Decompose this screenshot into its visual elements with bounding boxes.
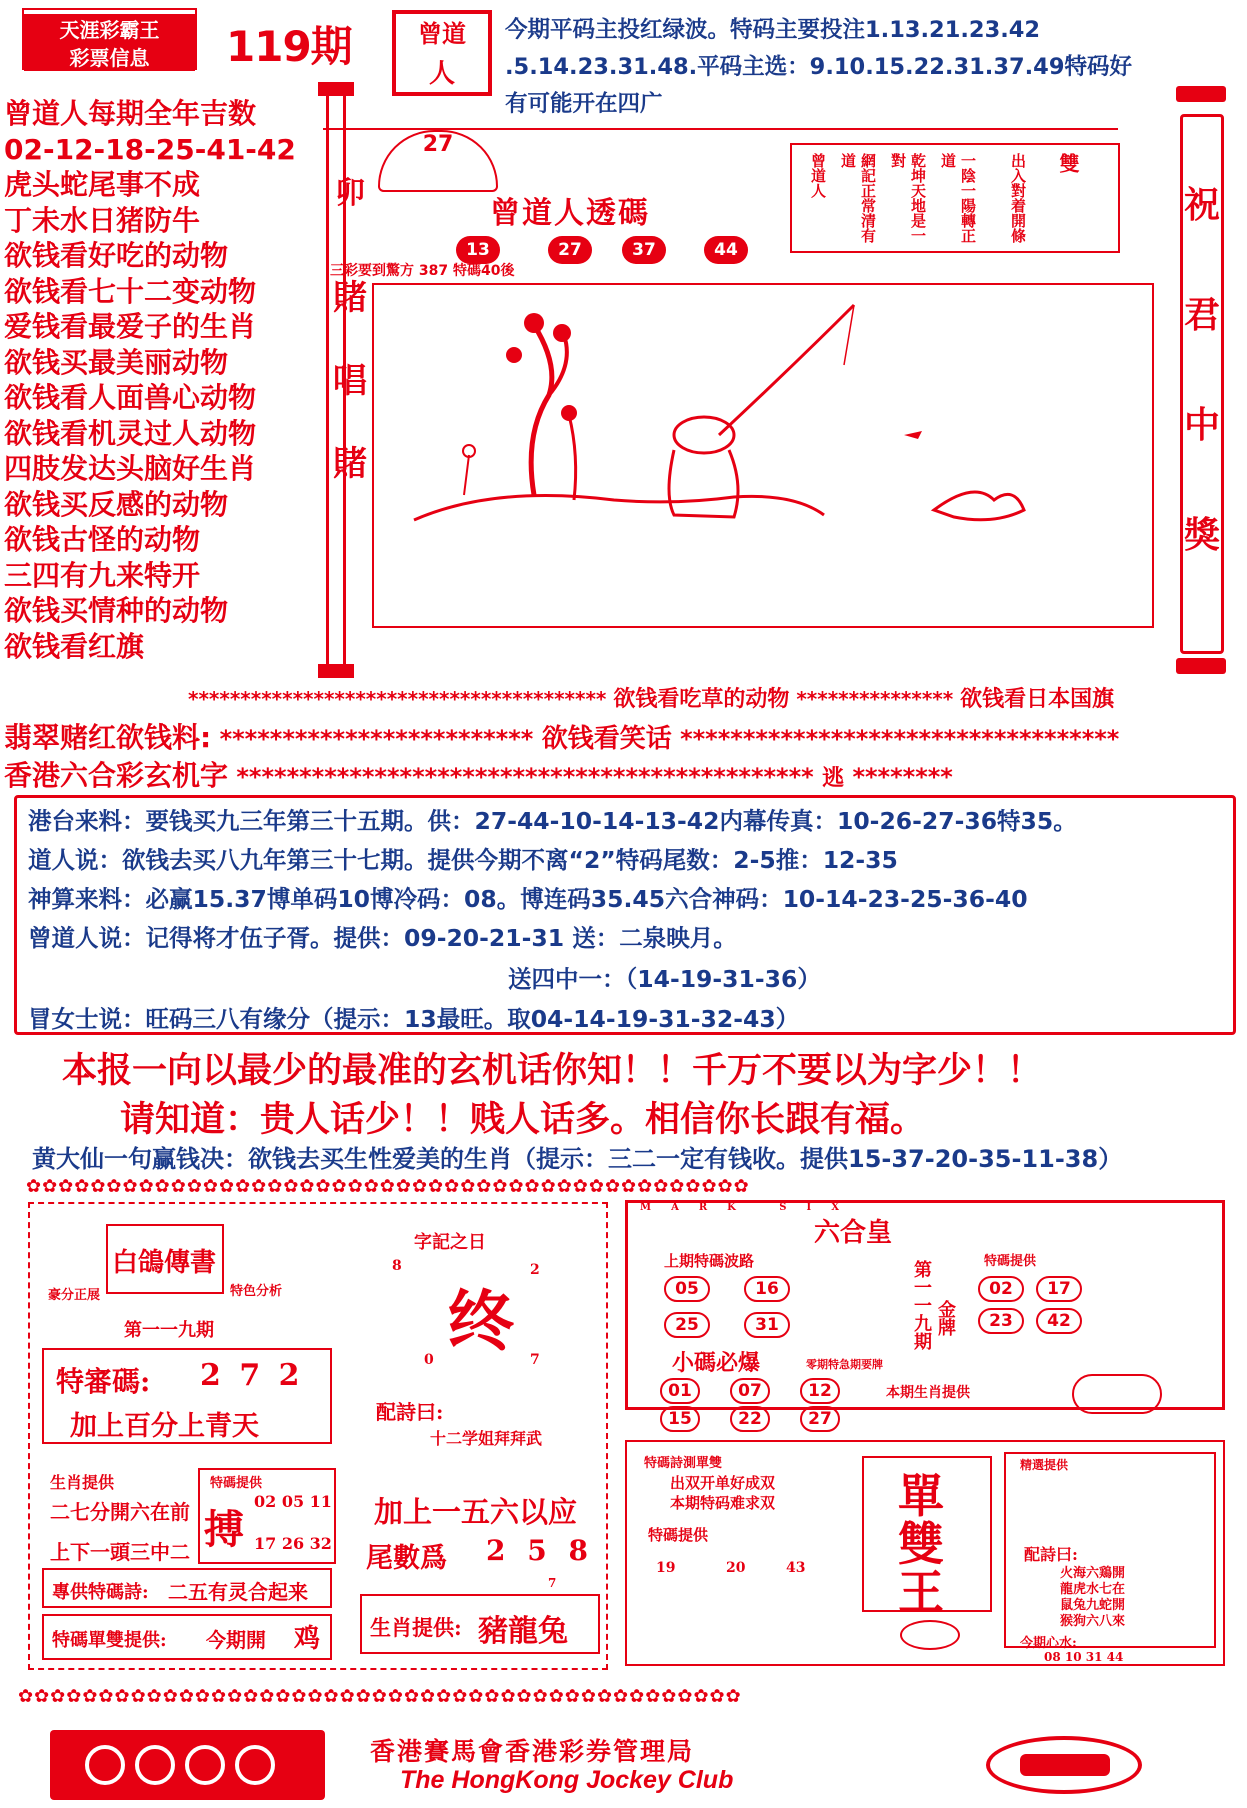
info-line: 神算来料：必赢15.37博单码10博冷码：08。博连码35.45六合神码：10-14-23-25-36-40 xyxy=(28,885,1028,913)
number-circle: 02 xyxy=(978,1276,1024,1302)
zodiac-provide-label: 本期生肖提供 xyxy=(886,1385,970,1401)
zodiac-line: 二七分開六在前 xyxy=(50,1500,190,1524)
huang-line: 黄大仙一句赢钱决：欲钱去买生性爱美的生肖（提示：三二一定有钱收。提供15-37-20-35-11-38） xyxy=(32,1145,1123,1173)
tema-provide-num: 43 xyxy=(786,1560,806,1576)
big-char: 王 xyxy=(898,1565,944,1619)
left-row: 丁未水日猪防牛 xyxy=(4,203,201,237)
mid-num: 8 xyxy=(392,1258,402,1274)
jing-label: 精選提供 xyxy=(1020,1458,1069,1472)
flower-icon xyxy=(900,1620,960,1650)
footer-line-1: 香港賽馬會香港彩券管理局 xyxy=(370,1737,695,1766)
number-circle: 25 xyxy=(664,1312,710,1338)
number-circle: 22 xyxy=(730,1406,770,1432)
left-row: 四肢发达头脑好生肖 xyxy=(4,452,257,485)
info-line: 曾道人说：记得将才伍子胥。提供：09-20-21-31 送：二泉映月。 xyxy=(28,924,737,952)
number-ball: 13 xyxy=(456,236,500,264)
single-label: 特碼詩測單雙 xyxy=(644,1456,723,1471)
left-row: 虎头蛇尾事不成 xyxy=(4,168,201,201)
single-label: 特碼單雙提供: xyxy=(52,1630,167,1651)
poster-mini-text: 三彩要到驚方 387 特碼40後 xyxy=(330,263,515,279)
stars-line-1: **************************************** 欲钱看吃草的动物 *************** 欲钱看日本国旗 xyxy=(188,687,1115,712)
poem-col: 一陰一陽轉正道 xyxy=(939,153,977,243)
logo xyxy=(22,8,197,70)
left-row: 爱钱看最爱子的生肖 xyxy=(4,310,257,343)
seal-stamp: 曾道 人 xyxy=(392,10,492,96)
mid-zodiac-label: 生肖提供: xyxy=(370,1615,462,1640)
pigeon-title-box: 白鴿傳書 xyxy=(106,1224,224,1294)
top-note: 今期平码主投红绿波。特码主要投注1.13.21.23.42 .5.14.23.31.48.平码主选：9.10.15.22.31.37.49特码好有可能开在四广 xyxy=(505,17,1132,117)
scroll-char: 中 xyxy=(1183,405,1220,446)
tema-label: 特審碼: xyxy=(56,1365,151,1398)
liuhehuang-title: 六合皇 xyxy=(814,1218,893,1248)
left-row: 欲钱看人面兽心动物 xyxy=(4,381,257,414)
scroll-char: 唱 xyxy=(333,361,367,401)
poem-text: 十二学姐拜拜武 xyxy=(430,1429,543,1448)
number-circle: 05 xyxy=(664,1276,710,1302)
tail-value: 2 5 8 xyxy=(486,1534,594,1567)
number-circle: 23 xyxy=(978,1308,1024,1334)
special-label: 專供特碼詩: xyxy=(52,1582,149,1603)
scroll-cap-bottom xyxy=(318,664,354,678)
pei-label: 配詩曰: xyxy=(1024,1545,1078,1564)
number-ball: 37 xyxy=(622,236,666,264)
tema-provide-label: 特碼提供 xyxy=(648,1526,709,1544)
badge-icon xyxy=(1020,1754,1110,1776)
tema-provide-num: 19 xyxy=(656,1560,676,1576)
chinese-glyph-icon: 卯 xyxy=(335,176,365,211)
single-value: 鸡 xyxy=(294,1624,321,1654)
logo-line-1: 天涯彩霸王 xyxy=(24,14,195,43)
number-ball: 44 xyxy=(704,236,748,264)
bo-char: 搏 xyxy=(204,1506,244,1553)
flower-border-bottom: ✿✿✿✿✿✿✿✿✿✿✿✿✿✿✿✿✿✿✿✿✿✿✿✿✿✿✿✿✿✿✿✿✿✿✿✿✿✿✿✿✿✿✿✿✿ xyxy=(18,1686,742,1707)
info-line: 道人说：欲钱去买八九年第三十七期。提供今期不离“2”特码尾数：2-5推：12-35 xyxy=(28,846,898,874)
stars-line-3: 香港六合彩玄机字 ********************************************** 逃 ******** xyxy=(4,759,953,792)
scroll-rod-bottom xyxy=(1176,658,1226,674)
number-circle: 27 xyxy=(800,1406,840,1432)
left-row: 02-12-18-25-41-42 xyxy=(4,132,296,166)
left-scroll-text xyxy=(330,270,370,640)
gold-label: 金牌 xyxy=(935,1300,956,1336)
special-text: 二五有灵合起来 xyxy=(168,1580,308,1604)
zodiac-label: 生肖提供 xyxy=(50,1473,115,1492)
number-circle: 01 xyxy=(660,1378,700,1404)
single-text: 今期開 xyxy=(206,1628,266,1652)
bo-nums: 17 26 32 xyxy=(254,1534,332,1553)
poster-title: 曾道人透碼 xyxy=(490,196,650,231)
pei-line: 鼠兔九蛇開 xyxy=(1060,1598,1126,1613)
left-row: 欲钱看红旗 xyxy=(4,629,145,663)
info-line: 港台来料：要钱买九三年第三十五期。供：27-44-10-14-13-42内幕传真：10-26-27-36特35。 xyxy=(28,807,1077,835)
footer-line-2: The HongKong Jockey Club xyxy=(400,1766,734,1794)
poem-col: 雙 xyxy=(1056,153,1080,173)
left-row: 欲钱看七十二变动物 xyxy=(4,274,257,308)
scroll-cap-top xyxy=(318,82,354,96)
slogan-1: 本报一向以最少的最准的玄机话你知！！千万不要以为字少！！ xyxy=(62,1050,1043,1091)
number-circle: 17 xyxy=(1036,1276,1082,1302)
mark-six-strip: MARK SIX xyxy=(640,1202,859,1213)
left-row: 欲钱买最美丽动物 xyxy=(4,345,229,379)
stamp-27: 27 xyxy=(378,130,498,192)
bo-label: 特碼提供 xyxy=(210,1476,263,1491)
mid-num: 2 xyxy=(530,1262,540,1278)
scroll-rod-top xyxy=(1176,86,1226,102)
poem-box xyxy=(790,143,1120,253)
stars-line-2: 翡翠赌红欲钱料: ************************* 欲钱看笑话 *********************************** xyxy=(4,721,1120,754)
tema-provide-label: 特碼提供 xyxy=(984,1254,1037,1269)
left-row: 欲钱买反感的动物 xyxy=(4,487,229,521)
fishing-illustration xyxy=(372,283,1154,628)
heart-nums: 08 10 31 44 xyxy=(1044,1650,1124,1664)
left-row: 欲钱看机灵过人动物 xyxy=(4,416,257,450)
poem-col: 曾道人 xyxy=(809,153,827,198)
xiao-note: 零期特急期要牌 xyxy=(806,1358,883,1371)
logo-line-2: 彩票信息 xyxy=(24,42,195,71)
tema-value: 2 7 2 xyxy=(200,1358,304,1393)
scroll-char: 賭 xyxy=(333,278,367,318)
footer-logo-left xyxy=(50,1730,325,1800)
flower-border-top: ✿✿✿✿✿✿✿✿✿✿✿✿✿✿✿✿✿✿✿✿✿✿✿✿✿✿✿✿✿✿✿✿✿✿✿✿✿✿✿✿✿✿✿✿✿ xyxy=(26,1176,750,1197)
number-circle: 16 xyxy=(744,1276,790,1302)
number-circle: 12 xyxy=(800,1378,840,1404)
poem-label: 配詩曰: xyxy=(376,1400,444,1424)
number-circle: 31 xyxy=(744,1312,790,1338)
info-line: 冒女士说：旺码三八有缘分（提示：13最旺。取04-14-19-31-32-43） xyxy=(28,1005,800,1033)
scroll-char: 祝 xyxy=(1183,185,1220,226)
mid-zodiac-value: 豬龍兔 xyxy=(478,1614,568,1649)
poem-col: 網記正常清有道 xyxy=(839,153,877,243)
info-line: 送四中一：（14-19-31-36） xyxy=(508,965,821,993)
poem-col: 乾坤天地是一對 xyxy=(889,153,927,243)
scroll-char: 賭 xyxy=(333,444,367,484)
footer-logo-right xyxy=(986,1736,1142,1794)
heart-label: 今期心水: xyxy=(1020,1636,1077,1651)
left-row: 三四有九来特开 xyxy=(4,558,201,592)
single-text: 出双开单好成双 xyxy=(670,1474,776,1492)
issue-vertical: 第一一九期 xyxy=(911,1260,932,1350)
tema-provide-num: 20 xyxy=(726,1560,746,1576)
pei-line: 火海六鶏開 xyxy=(1060,1566,1126,1581)
number-circle: 15 xyxy=(660,1406,700,1432)
zodiac-line: 上下一頭三中二 xyxy=(50,1540,190,1564)
left-row: 欲钱古怪的动物 xyxy=(4,523,201,556)
left-row: 曾道人每期全年吉数 xyxy=(4,97,257,130)
cloud-pattern-icon xyxy=(50,1730,325,1800)
left-column xyxy=(4,96,324,664)
tail-label: 尾數爲 xyxy=(366,1543,447,1574)
pei-line: 龍虎水七在 xyxy=(1060,1582,1126,1597)
mid-num: 0 xyxy=(424,1352,434,1368)
big-char: 單 xyxy=(898,1469,944,1523)
mid-num: 7 xyxy=(530,1352,540,1368)
pei-line: 猴狗六八來 xyxy=(1060,1614,1126,1629)
tail-small: 7 xyxy=(548,1576,557,1590)
scroll-char: 君 xyxy=(1183,295,1220,336)
scroll-body xyxy=(1180,114,1224,654)
sub-label: 豪分正展 xyxy=(48,1288,101,1303)
mid-add-line: 加上一五六以应 xyxy=(374,1495,578,1529)
left-row: 欲钱看好吃的动物 xyxy=(4,239,229,272)
single-text: 本期特码难求双 xyxy=(670,1494,776,1512)
xiao-label: 小碼必爆 xyxy=(672,1350,761,1376)
tema-line: 加上百分上青天 xyxy=(70,1411,259,1442)
zodiac-oval xyxy=(1072,1374,1162,1414)
number-circle: 42 xyxy=(1036,1308,1082,1334)
scroll-char: 獎 xyxy=(1183,515,1220,556)
mid-char: 终 xyxy=(448,1282,514,1360)
issue-number: 119期 xyxy=(226,22,352,71)
right-scroll xyxy=(1168,86,1234,676)
issue-label: 第一一九期 xyxy=(124,1320,214,1341)
mid-title: 字記之日 xyxy=(414,1232,486,1253)
left-row: 欲钱买情种的动物 xyxy=(4,594,229,627)
sub-label: 特色分析 xyxy=(230,1284,283,1299)
slogan-2: 请知道：贵人话少！！贱人话多。相信你长跟有福。 xyxy=(120,1099,926,1140)
last-label: 上期特碼波路 xyxy=(664,1252,755,1270)
number-ball: 27 xyxy=(548,236,592,264)
bo-nums: 02 05 11 xyxy=(254,1492,332,1511)
fishing-scene-icon xyxy=(374,285,1152,626)
big-char: 雙 xyxy=(898,1517,944,1571)
number-circle: 07 xyxy=(730,1378,770,1404)
poem-col: 出入對着開條 xyxy=(1009,153,1027,243)
